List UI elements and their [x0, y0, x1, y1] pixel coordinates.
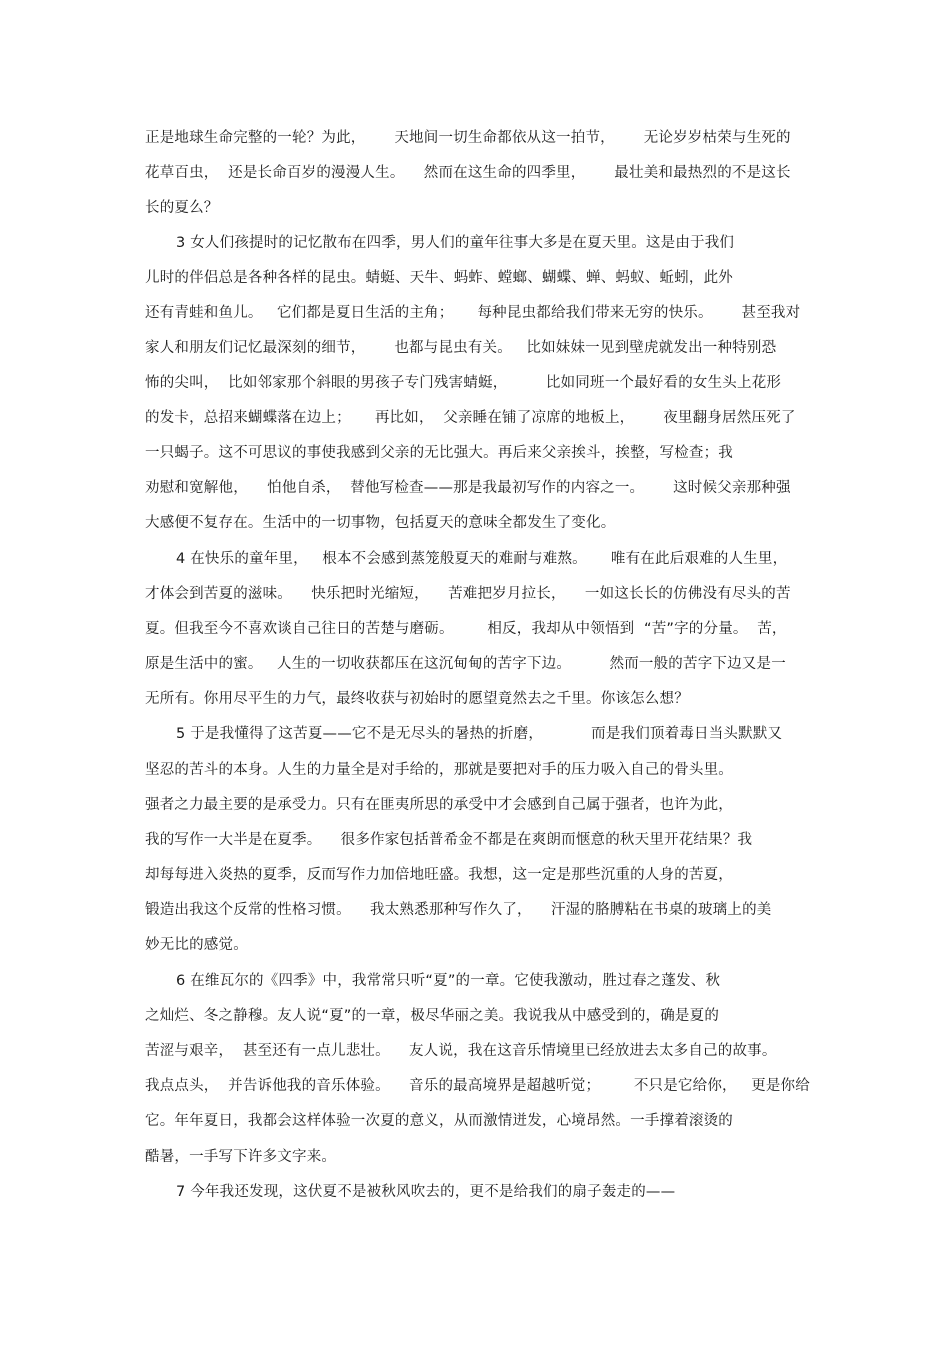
paragraph-start-4: 4 在快乐的童年里， 根本不会感到蒸笼般夏天的难耐与难熬。 唯有在此后艰难的人生里， — [176, 551, 788, 567]
text-line: 怖的尖叫， 比如邻家那个斜眼的男孩子专门残害蜻蜓， 比如同班一个最好看的女生头上花形 — [145, 375, 782, 391]
text-line: 还有青蛙和鱼儿。 它们都是夏日生活的主角； 每种昆虫都给我们带来无穷的快乐。 甚至我对 — [145, 305, 801, 321]
text-line: 无所有。你用尽平生的力气，最终收获与初始时的愿望竟然去之千里。你该怎么想？ — [145, 691, 689, 707]
text-line: 我的写作一大半是在夏季。 很多作家包括普希金不都是在爽朗而惬意的秋天里开花结果？我 — [145, 832, 753, 848]
text-line: 长的夏么？ — [145, 200, 219, 216]
text-line: 原是生活中的蜜。 人生的一切收获都压在这沉甸甸的苦字下边。 然而一般的苦字下边又是一 — [145, 656, 786, 672]
text-line: 却每每进入炎热的夏季，反而写作力加倍地旺盛。我想，这一定是那些沉重的人身的苦夏， — [145, 867, 733, 883]
paragraph-start-7: 7 今年我还发现，这伏夏不是被秋风吹去的，更不是给我们的扇子轰走的—— — [176, 1184, 676, 1200]
text-line: 强者之力最主要的是承受力。只有在匪夷所思的承受中才会感到自己属于强者，也许为此， — [145, 797, 733, 813]
text-line: 的发卡，总招来蝴蝶落在边上； 再比如， 父亲睡在铺了凉席的地板上， 夜里翻身居然压死了 — [145, 410, 796, 426]
text-line: 儿时的伴侣总是各种各样的昆虫。蜻蜓、天牛、蚂蚱、螳螂、蝴蝶、蝉、蚂蚁、蚯蚓，此外 — [145, 270, 733, 286]
text-line: 正是地球生命完整的一轮？为此， 天地间一切生命都依从这一拍节， 无论岁岁枯荣与生死的 — [145, 130, 791, 146]
text-line: 劝慰和宽解他， 怕他自杀， 替他写检查——那是我最初写作的内容之一。 这时候父亲那种强 — [145, 480, 791, 496]
paragraph-start-3: 3 女人们孩提时的记忆散布在四季，男人们的童年往事大多是在夏天里。这是由于我们 — [176, 235, 735, 251]
text-line: 我点点头， 并告诉他我的音乐体验。 音乐的最高境界是超越听觉； 不只是它给你， 更是你给 — [145, 1078, 810, 1094]
text-line: 苦涩与艰辛， 甚至还有一点儿悲壮。 友人说，我在这音乐情境里已经放进去太多自己的故事。 — [145, 1043, 777, 1059]
text-line: 夏。但我至今不喜欢谈自己往日的苦楚与磨砺。 相反，我却从中领悟到 “苦”字的分量。 苦， — [145, 621, 787, 637]
text-line: 坚忍的苦斗的本身。人生的力量全是对手给的，那就是要把对手的压力吸入自己的骨头里。 — [145, 762, 733, 778]
text-line: 大感便不复存在。生活中的一切事物，包括夏天的意味全都发生了变化。 — [145, 515, 616, 531]
text-line: 锻造出我这个反常的性格习惯。 我太熟悉那种写作久了， 汗湿的胳膊粘在书桌的玻璃上的美 — [145, 902, 772, 918]
text-line: 才体会到苦夏的滋味。 快乐把时光缩短， 苦难把岁月拉长， 一如这长长的仿佛没有尽头的苦 — [145, 586, 791, 602]
text-line: 妙无比的感觉。 — [145, 937, 248, 953]
paragraph-start-5: 5 于是我懂得了这苦夏——它不是无尽头的暑热的折磨， 而是我们顶着毒日当头默默又 — [176, 726, 783, 742]
text-line: 一只蝎子。这不可思议的事使我感到父亲的无比强大。再后来父亲挨斗，挨整，写检查；我 — [145, 445, 733, 461]
text-line: 酷暑，一手写下许多文字来。 — [145, 1149, 337, 1165]
text-line: 之灿烂、冬之静穆。友人说“夏”的一章，极尽华丽之美。我说我从中感受到的，确是夏的 — [145, 1008, 720, 1024]
text-line: 家人和朋友们记忆最深刻的细节， 也都与昆虫有关。 比如妹妹一见到壁虎就发出一种特别恐 — [145, 340, 777, 356]
text-line: 它。年年夏日，我都会这样体验一次夏的意义，从而激情迸发，心境昂然。一手撑着滚烫的 — [145, 1113, 733, 1129]
paragraph-start-6: 6 在维瓦尔的《四季》中，我常常只听“夏”的一章。它使我激动，胜过春之蓬发、秋 — [176, 973, 721, 989]
text-line: 花草百虫， 还是长命百岁的漫漫人生。 然而在这生命的四季里， 最壮美和最热烈的不是这长 — [145, 165, 791, 181]
